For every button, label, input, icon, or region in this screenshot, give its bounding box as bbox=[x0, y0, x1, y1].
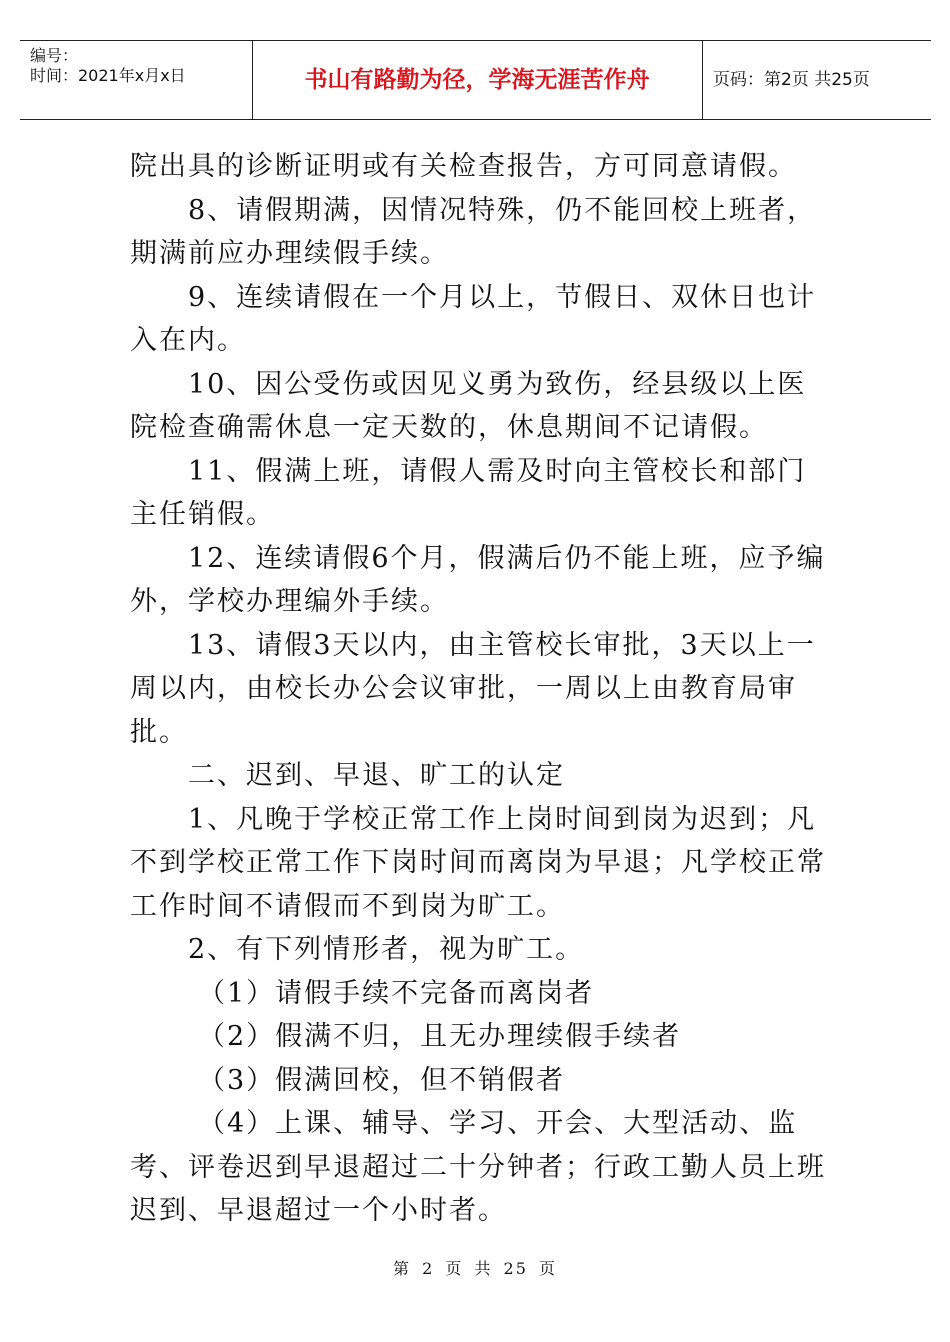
paragraph: （1）请假手续不完备而离岗者 bbox=[198, 977, 595, 1009]
paragraph: 10、因公受伤或因见义勇为致伤，经县级以上医院检查确需休息一定天数的，休息期间不记请假。 bbox=[130, 368, 807, 443]
page-header bbox=[20, 40, 931, 120]
document-body bbox=[130, 145, 830, 1233]
paragraph: （3）假满回校，但不销假者 bbox=[198, 1064, 566, 1096]
paragraph: 1、凡晚于学校正常工作上岗时间到岗为迟到；凡不到学校正常工作下岗时间而离岗为早退；凡学校正常工作时间不请假而不到岗为旷工。 bbox=[130, 803, 826, 922]
paragraph: （2）假满不归，且无办理续假手续者 bbox=[198, 1021, 682, 1052]
page-footer: 第 2 页 共 25 页 bbox=[393, 1259, 557, 1278]
document-number-label: 编号： bbox=[30, 46, 79, 65]
paragraph: 院出具的诊断证明或有关检查报告，方可同意请假。 bbox=[130, 151, 797, 182]
paragraph: 11、假满上班，请假人需及时向主管校长和部门主任销假。 bbox=[130, 455, 807, 530]
document-time-label: 时间：2021年x月x日 bbox=[30, 66, 186, 85]
paragraph: 2、有下列情形者，视为旷工。 bbox=[188, 934, 585, 965]
header-motto: 书山有路勤为径，学海无涯苦作舟 bbox=[252, 41, 703, 119]
paragraph: 9、连续请假在一个月以上，节假日、双休日也计入在内。 bbox=[130, 281, 817, 356]
paragraph: 13、请假3天以内，由主管校长审批，3天以上一周以内，由校长办公会议审批，一周以上由教育局审批。 bbox=[130, 629, 816, 748]
paragraph: 二、迟到、早退、旷工的认定 bbox=[188, 760, 565, 791]
paragraph: 8、请假期满，因情况特殊，仍不能回校上班者，期满前应办理续假手续。 bbox=[130, 194, 817, 269]
paragraph: 12、连续请假6个月，假满后仍不能上班，应予编外，学校办理编外手续。 bbox=[130, 542, 826, 617]
header-page-info: 页码：第2页 共25页 bbox=[713, 70, 870, 90]
paragraph: （4）上课、辅导、学习、开会、大型活动、监考、评卷迟到早退超过二十分钟者；行政工勤人员上班迟到、早退超过一个小时者。 bbox=[130, 1108, 826, 1226]
header-meta bbox=[20, 41, 253, 119]
